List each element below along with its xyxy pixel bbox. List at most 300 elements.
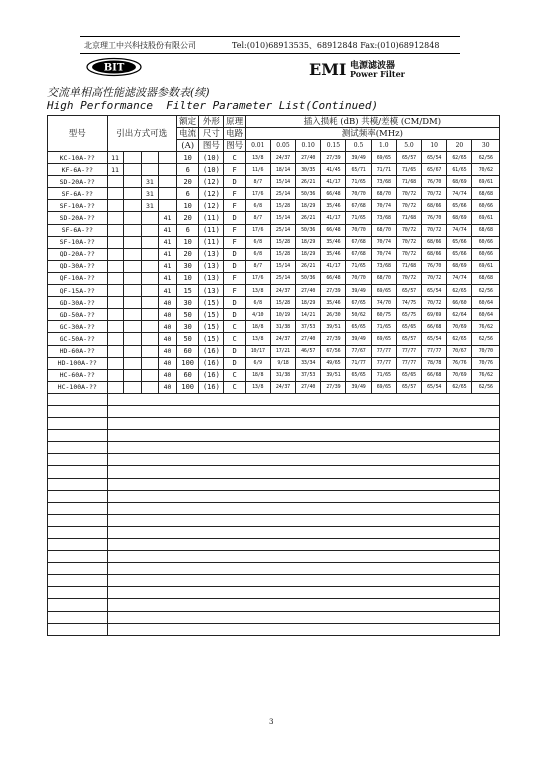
lead-option-cell xyxy=(141,260,158,272)
insertion-loss-cell: 26/21 xyxy=(296,176,321,188)
outline-figure-cell: (12) xyxy=(199,188,224,200)
filter-parameter-table xyxy=(47,115,500,636)
circuit-figure-cell: F xyxy=(224,224,245,236)
insertion-loss-cell: 65/57 xyxy=(396,381,421,393)
blank-cell xyxy=(48,563,108,575)
model-cell: SF-6A-?? xyxy=(48,224,108,236)
lead-option-cell xyxy=(123,200,141,212)
blank-cell xyxy=(107,442,500,454)
model-cell: GC-50A-?? xyxy=(48,333,108,345)
outline-figure-cell: (10) xyxy=(199,152,224,164)
blank-cell xyxy=(107,502,500,514)
circuit-figure-cell: D xyxy=(224,309,245,321)
header-freq: 1.0 xyxy=(371,140,396,152)
lead-option-cell xyxy=(141,212,158,224)
insertion-loss-cell: 37/53 xyxy=(296,369,321,381)
outline-figure-cell: (11) xyxy=(199,224,224,236)
outline-figure-cell: (16) xyxy=(199,345,224,357)
insertion-loss-cell: 6/8 xyxy=(245,236,270,248)
insertion-loss-cell: 70/72 xyxy=(422,297,447,309)
rated-current-cell: 100 xyxy=(177,381,199,393)
table-row xyxy=(48,309,500,321)
insertion-loss-cell: 68/68 xyxy=(472,272,500,284)
model-cell: SD-20A-?? xyxy=(48,176,108,188)
insertion-loss-cell: 68/66 xyxy=(422,236,447,248)
lead-option-cell xyxy=(141,297,158,309)
lead-option-cell xyxy=(141,321,158,333)
rated-current-cell: 20 xyxy=(177,176,199,188)
blank-row xyxy=(48,575,500,587)
lead-option-cell: 41 xyxy=(158,272,176,284)
insertion-loss-cell: 49/65 xyxy=(321,357,346,369)
insertion-loss-cell: 33/34 xyxy=(296,357,321,369)
header-freq: 0.5 xyxy=(346,140,371,152)
lead-option-cell xyxy=(158,164,176,176)
insertion-loss-cell: 69/61 xyxy=(472,176,500,188)
table-row xyxy=(48,381,500,393)
lead-option-cell: 40 xyxy=(158,297,176,309)
model-cell: SF-10A-?? xyxy=(48,236,108,248)
header-rated-3: (A) xyxy=(177,140,199,152)
insertion-loss-cell: 65/65 xyxy=(346,369,371,381)
lead-option-cell xyxy=(141,152,158,164)
blank-row xyxy=(48,454,500,466)
insertion-loss-cell: 4/10 xyxy=(245,309,270,321)
insertion-loss-cell: 74/74 xyxy=(447,188,472,200)
model-cell: HD-60A-?? xyxy=(48,345,108,357)
lead-option-cell xyxy=(141,357,158,369)
bit-logo xyxy=(85,57,143,77)
insertion-loss-cell: 65/65 xyxy=(396,321,421,333)
insertion-loss-cell: 77/77 xyxy=(396,357,421,369)
model-cell: QD-30A-?? xyxy=(48,260,108,272)
insertion-loss-cell: 65/66 xyxy=(447,248,472,260)
outline-figure-cell: (13) xyxy=(199,248,224,260)
insertion-loss-cell: 70/62 xyxy=(472,164,500,176)
circuit-figure-cell: D xyxy=(224,176,245,188)
insertion-loss-cell: 24/37 xyxy=(270,285,295,297)
lead-option-cell xyxy=(123,333,141,345)
insertion-loss-cell: 67/68 xyxy=(346,248,371,260)
insertion-loss-cell: 71/65 xyxy=(371,321,396,333)
insertion-loss-cell: 70/72 xyxy=(396,200,421,212)
table-row xyxy=(48,212,500,224)
insertion-loss-cell: 65/54 xyxy=(422,285,447,297)
blank-cell xyxy=(48,623,108,635)
rated-current-cell: 10 xyxy=(177,152,199,164)
blank-cell xyxy=(48,490,108,502)
insertion-loss-cell: 62/65 xyxy=(447,285,472,297)
blank-row xyxy=(48,418,500,430)
insertion-loss-cell: 65/65 xyxy=(346,321,371,333)
blank-row xyxy=(48,526,500,538)
insertion-loss-cell: 70/72 xyxy=(396,188,421,200)
lead-option-cell xyxy=(107,260,123,272)
blank-cell xyxy=(48,454,108,466)
blank-cell xyxy=(107,526,500,538)
insertion-loss-cell: 73/68 xyxy=(371,212,396,224)
insertion-loss-cell: 50/36 xyxy=(296,272,321,284)
blank-cell xyxy=(107,611,500,623)
lead-option-cell: 40 xyxy=(158,345,176,357)
insertion-loss-cell: 68/69 xyxy=(447,212,472,224)
insertion-loss-cell: 70/70 xyxy=(346,224,371,236)
blank-row xyxy=(48,442,500,454)
model-cell: HC-60A-?? xyxy=(48,369,108,381)
insertion-loss-cell: 71/65 xyxy=(396,164,421,176)
lead-option-cell: 40 xyxy=(158,309,176,321)
model-cell: KC-10A-?? xyxy=(48,152,108,164)
circuit-figure-cell: D xyxy=(224,212,245,224)
contact-info: Tel:(010)68913535、68912848 Fax:(010)68912848 xyxy=(232,41,440,50)
outline-figure-cell: (15) xyxy=(199,297,224,309)
insertion-loss-cell: 70/70 xyxy=(346,188,371,200)
company-name: 北京理工中兴科技股份有限公司 xyxy=(84,41,196,50)
insertion-loss-cell: 67/65 xyxy=(346,297,371,309)
insertion-loss-cell: 77/67 xyxy=(346,345,371,357)
lead-option-cell xyxy=(141,345,158,357)
lead-option-cell xyxy=(123,357,141,369)
blank-cell xyxy=(107,430,500,442)
insertion-loss-cell: 15/28 xyxy=(270,297,295,309)
insertion-loss-cell: 50/62 xyxy=(346,309,371,321)
lead-option-cell xyxy=(123,297,141,309)
lead-option-cell xyxy=(107,333,123,345)
insertion-loss-cell: 78/78 xyxy=(422,357,447,369)
insertion-loss-cell: 39/49 xyxy=(346,381,371,393)
insertion-loss-cell: 70/76 xyxy=(472,357,500,369)
insertion-loss-cell: 60/75 xyxy=(371,309,396,321)
insertion-loss-cell: 74/75 xyxy=(396,297,421,309)
insertion-loss-cell: 27/40 xyxy=(296,285,321,297)
header-lead-out: 引出方式可选 xyxy=(107,116,177,152)
header-freq: 0.01 xyxy=(245,140,270,152)
circuit-figure-cell: D xyxy=(224,297,245,309)
blank-row xyxy=(48,430,500,442)
insertion-loss-cell: 41/45 xyxy=(321,164,346,176)
table-row xyxy=(48,345,500,357)
insertion-loss-cell: 60/66 xyxy=(472,200,500,212)
insertion-loss-cell: 62/65 xyxy=(447,381,472,393)
insertion-loss-cell: 27/39 xyxy=(321,381,346,393)
insertion-loss-cell: 77/77 xyxy=(371,345,396,357)
insertion-loss-cell: 13/8 xyxy=(245,333,270,345)
model-cell: SF-6A-?? xyxy=(48,188,108,200)
lead-option-cell xyxy=(123,212,141,224)
blank-cell xyxy=(107,599,500,611)
insertion-loss-cell: 60/66 xyxy=(472,236,500,248)
header-model: 型号 xyxy=(48,116,108,152)
insertion-loss-cell: 71/65 xyxy=(346,260,371,272)
insertion-loss-cell: 60/64 xyxy=(472,309,500,321)
blank-row xyxy=(48,587,500,599)
insertion-loss-cell: 27/39 xyxy=(321,285,346,297)
circuit-figure-cell: C xyxy=(224,381,245,393)
table-row xyxy=(48,236,500,248)
insertion-loss-cell: 37/53 xyxy=(296,321,321,333)
lead-option-cell xyxy=(107,297,123,309)
lead-option-cell xyxy=(107,357,123,369)
insertion-loss-cell: 13/8 xyxy=(245,152,270,164)
outline-figure-cell: (12) xyxy=(199,176,224,188)
insertion-loss-cell: 39/49 xyxy=(346,333,371,345)
rated-current-cell: 100 xyxy=(177,357,199,369)
blank-cell xyxy=(48,430,108,442)
insertion-loss-cell: 15/14 xyxy=(270,212,295,224)
insertion-loss-cell: 62/56 xyxy=(472,381,500,393)
insertion-loss-cell: 69/61 xyxy=(472,212,500,224)
brand-en: Power Filter xyxy=(350,69,405,79)
header-outline-2: 尺寸 xyxy=(199,128,224,140)
lead-option-cell xyxy=(107,248,123,260)
lead-option-cell xyxy=(141,248,158,260)
lead-option-cell: 41 xyxy=(158,236,176,248)
header-principle-3: 图号 xyxy=(224,140,245,152)
insertion-loss-cell: 62/65 xyxy=(447,152,472,164)
insertion-loss-cell: 65/66 xyxy=(447,236,472,248)
rated-current-cell: 30 xyxy=(177,297,199,309)
header-test-frequency: 测试频率(MHz) xyxy=(245,128,499,140)
insertion-loss-cell: 74/70 xyxy=(371,297,396,309)
insertion-loss-cell: 41/17 xyxy=(321,212,346,224)
outline-figure-cell: (16) xyxy=(199,369,224,381)
lead-option-cell xyxy=(107,309,123,321)
lead-option-cell xyxy=(123,321,141,333)
insertion-loss-cell: 70/72 xyxy=(422,224,447,236)
circuit-figure-cell: C xyxy=(224,369,245,381)
rated-current-cell: 60 xyxy=(177,345,199,357)
lead-option-cell xyxy=(141,285,158,297)
insertion-loss-cell: 39/49 xyxy=(346,285,371,297)
insertion-loss-cell: 71/71 xyxy=(371,164,396,176)
lead-option-cell xyxy=(141,164,158,176)
insertion-loss-cell: 30/35 xyxy=(296,164,321,176)
table-row xyxy=(48,357,500,369)
insertion-loss-cell: 35/46 xyxy=(321,236,346,248)
insertion-loss-cell: 15/28 xyxy=(270,248,295,260)
insertion-loss-cell: 65/57 xyxy=(396,285,421,297)
outline-figure-cell: (15) xyxy=(199,321,224,333)
blank-cell xyxy=(48,442,108,454)
lead-option-cell xyxy=(123,272,141,284)
circuit-figure-cell: F xyxy=(224,236,245,248)
lead-option-cell xyxy=(107,321,123,333)
insertion-loss-cell: 27/39 xyxy=(321,333,346,345)
outline-figure-cell: (16) xyxy=(199,381,224,393)
rated-current-cell: 30 xyxy=(177,321,199,333)
insertion-loss-cell: 8/7 xyxy=(245,212,270,224)
circuit-figure-cell: D xyxy=(224,345,245,357)
table-row xyxy=(48,164,500,176)
lead-option-cell xyxy=(123,309,141,321)
insertion-loss-cell: 71/65 xyxy=(346,176,371,188)
header-freq: 0.15 xyxy=(321,140,346,152)
rated-current-cell: 10 xyxy=(177,200,199,212)
blank-row xyxy=(48,393,500,405)
insertion-loss-cell: 68/66 xyxy=(422,200,447,212)
blank-cell xyxy=(107,587,500,599)
lead-option-cell: 41 xyxy=(158,212,176,224)
insertion-loss-cell: 70/72 xyxy=(422,272,447,284)
lead-option-cell xyxy=(107,224,123,236)
model-cell: SD-20A-?? xyxy=(48,212,108,224)
outline-figure-cell: (15) xyxy=(199,333,224,345)
insertion-loss-cell: 76/70 xyxy=(422,176,447,188)
blank-cell xyxy=(48,478,108,490)
blank-cell xyxy=(48,502,108,514)
lead-option-cell xyxy=(107,285,123,297)
insertion-loss-cell: 70/72 xyxy=(396,272,421,284)
insertion-loss-cell: 62/65 xyxy=(447,333,472,345)
insertion-loss-cell: 77/77 xyxy=(422,345,447,357)
insertion-loss-cell: 41/17 xyxy=(321,176,346,188)
insertion-loss-cell: 68/69 xyxy=(447,176,472,188)
insertion-loss-cell: 13/8 xyxy=(245,381,270,393)
blank-row xyxy=(48,490,500,502)
lead-option-cell xyxy=(158,176,176,188)
insertion-loss-cell: 17/6 xyxy=(245,188,270,200)
insertion-loss-cell: 74/74 xyxy=(447,224,472,236)
table-row xyxy=(48,200,500,212)
rated-current-cell: 50 xyxy=(177,333,199,345)
insertion-loss-cell: 65/66 xyxy=(447,200,472,212)
outline-figure-cell: (13) xyxy=(199,260,224,272)
insertion-loss-cell: 17/6 xyxy=(245,224,270,236)
blank-cell xyxy=(107,551,500,563)
table-row xyxy=(48,260,500,272)
lead-option-cell xyxy=(107,272,123,284)
model-cell: HC-100A-?? xyxy=(48,381,108,393)
table-row xyxy=(48,248,500,260)
insertion-loss-cell: 69/69 xyxy=(422,309,447,321)
table-row xyxy=(48,152,500,164)
lead-option-cell: 31 xyxy=(141,188,158,200)
model-cell: GC-30A-?? xyxy=(48,321,108,333)
insertion-loss-cell: 18/29 xyxy=(296,297,321,309)
insertion-loss-cell: 71/68 xyxy=(396,212,421,224)
header-rated-1: 额定 xyxy=(177,116,199,128)
lead-option-cell xyxy=(123,369,141,381)
insertion-loss-cell: 18/29 xyxy=(296,200,321,212)
insertion-loss-cell: 9/18 xyxy=(270,357,295,369)
lead-option-cell xyxy=(141,224,158,236)
header-freq: 30 xyxy=(472,140,500,152)
lead-option-cell xyxy=(107,188,123,200)
blank-cell xyxy=(48,514,108,526)
insertion-loss-cell: 76/70 xyxy=(422,212,447,224)
insertion-loss-cell: 70/70 xyxy=(472,345,500,357)
header-freq: 20 xyxy=(447,140,472,152)
header-rule-bottom xyxy=(80,53,460,54)
lead-option-cell xyxy=(107,236,123,248)
lead-option-cell xyxy=(123,224,141,236)
insertion-loss-cell: 65/75 xyxy=(396,309,421,321)
rated-current-cell: 10 xyxy=(177,236,199,248)
lead-option-cell: 31 xyxy=(141,176,158,188)
insertion-loss-cell: 67/68 xyxy=(346,236,371,248)
circuit-figure-cell: F xyxy=(224,188,245,200)
insertion-loss-cell: 70/72 xyxy=(422,188,447,200)
insertion-loss-cell: 62/56 xyxy=(472,285,500,297)
table-row xyxy=(48,297,500,309)
insertion-loss-cell: 77/77 xyxy=(396,345,421,357)
lead-option-cell xyxy=(123,248,141,260)
circuit-figure-cell: D xyxy=(224,260,245,272)
insertion-loss-cell: 26/21 xyxy=(296,260,321,272)
lead-option-cell xyxy=(141,272,158,284)
insertion-loss-cell: 24/37 xyxy=(270,152,295,164)
lead-option-cell xyxy=(141,381,158,393)
insertion-loss-cell: 39/51 xyxy=(321,369,346,381)
insertion-loss-cell: 50/36 xyxy=(296,224,321,236)
insertion-loss-cell: 26/21 xyxy=(296,212,321,224)
blank-cell xyxy=(107,563,500,575)
insertion-loss-cell: 73/68 xyxy=(371,176,396,188)
blank-cell xyxy=(48,418,108,430)
lead-option-cell xyxy=(123,260,141,272)
insertion-loss-cell: 35/46 xyxy=(321,200,346,212)
insertion-loss-cell: 66/68 xyxy=(422,321,447,333)
circuit-figure-cell: F xyxy=(224,164,245,176)
insertion-loss-cell: 70/72 xyxy=(396,224,421,236)
insertion-loss-cell: 76/76 xyxy=(447,357,472,369)
insertion-loss-cell: 66/60 xyxy=(447,297,472,309)
blank-cell xyxy=(48,587,108,599)
brand-emi: EMI xyxy=(309,60,347,79)
lead-option-cell xyxy=(158,152,176,164)
insertion-loss-cell: 65/54 xyxy=(422,333,447,345)
page-title-cn: 交流单相高性能滤波器参数表(续) xyxy=(47,86,210,99)
lead-option-cell: 41 xyxy=(158,224,176,236)
logo-text: BIT xyxy=(103,62,125,74)
insertion-loss-cell: 65/67 xyxy=(422,164,447,176)
blank-row xyxy=(48,563,500,575)
insertion-loss-cell: 15/14 xyxy=(270,176,295,188)
table-row xyxy=(48,285,500,297)
lead-option-cell xyxy=(123,176,141,188)
page-number: 3 xyxy=(269,718,274,726)
insertion-loss-cell: 24/37 xyxy=(270,381,295,393)
outline-figure-cell: (12) xyxy=(199,200,224,212)
insertion-loss-cell: 10/19 xyxy=(270,309,295,321)
insertion-loss-cell: 62/64 xyxy=(447,309,472,321)
insertion-loss-cell: 18/29 xyxy=(296,248,321,260)
lead-option-cell xyxy=(158,188,176,200)
insertion-loss-cell: 70/74 xyxy=(371,236,396,248)
insertion-loss-cell: 62/56 xyxy=(472,152,500,164)
table-row xyxy=(48,188,500,200)
insertion-loss-cell: 10/17 xyxy=(245,345,270,357)
insertion-loss-cell: 65/57 xyxy=(396,333,421,345)
blank-cell xyxy=(107,539,500,551)
insertion-loss-cell: 41/17 xyxy=(321,260,346,272)
header-freq: 5.0 xyxy=(396,140,421,152)
blank-cell xyxy=(107,454,500,466)
table-row xyxy=(48,369,500,381)
insertion-loss-cell: 69/65 xyxy=(371,285,396,297)
insertion-loss-cell: 67/56 xyxy=(321,345,346,357)
rated-current-cell: 20 xyxy=(177,248,199,260)
lead-option-cell xyxy=(141,309,158,321)
lead-option-cell: 40 xyxy=(158,369,176,381)
insertion-loss-cell: 35/46 xyxy=(321,297,346,309)
blank-row xyxy=(48,466,500,478)
insertion-loss-cell: 68/68 xyxy=(472,188,500,200)
insertion-loss-cell: 24/37 xyxy=(270,333,295,345)
outline-figure-cell: (15) xyxy=(199,309,224,321)
insertion-loss-cell: 15/28 xyxy=(270,236,295,248)
blank-row xyxy=(48,551,500,563)
